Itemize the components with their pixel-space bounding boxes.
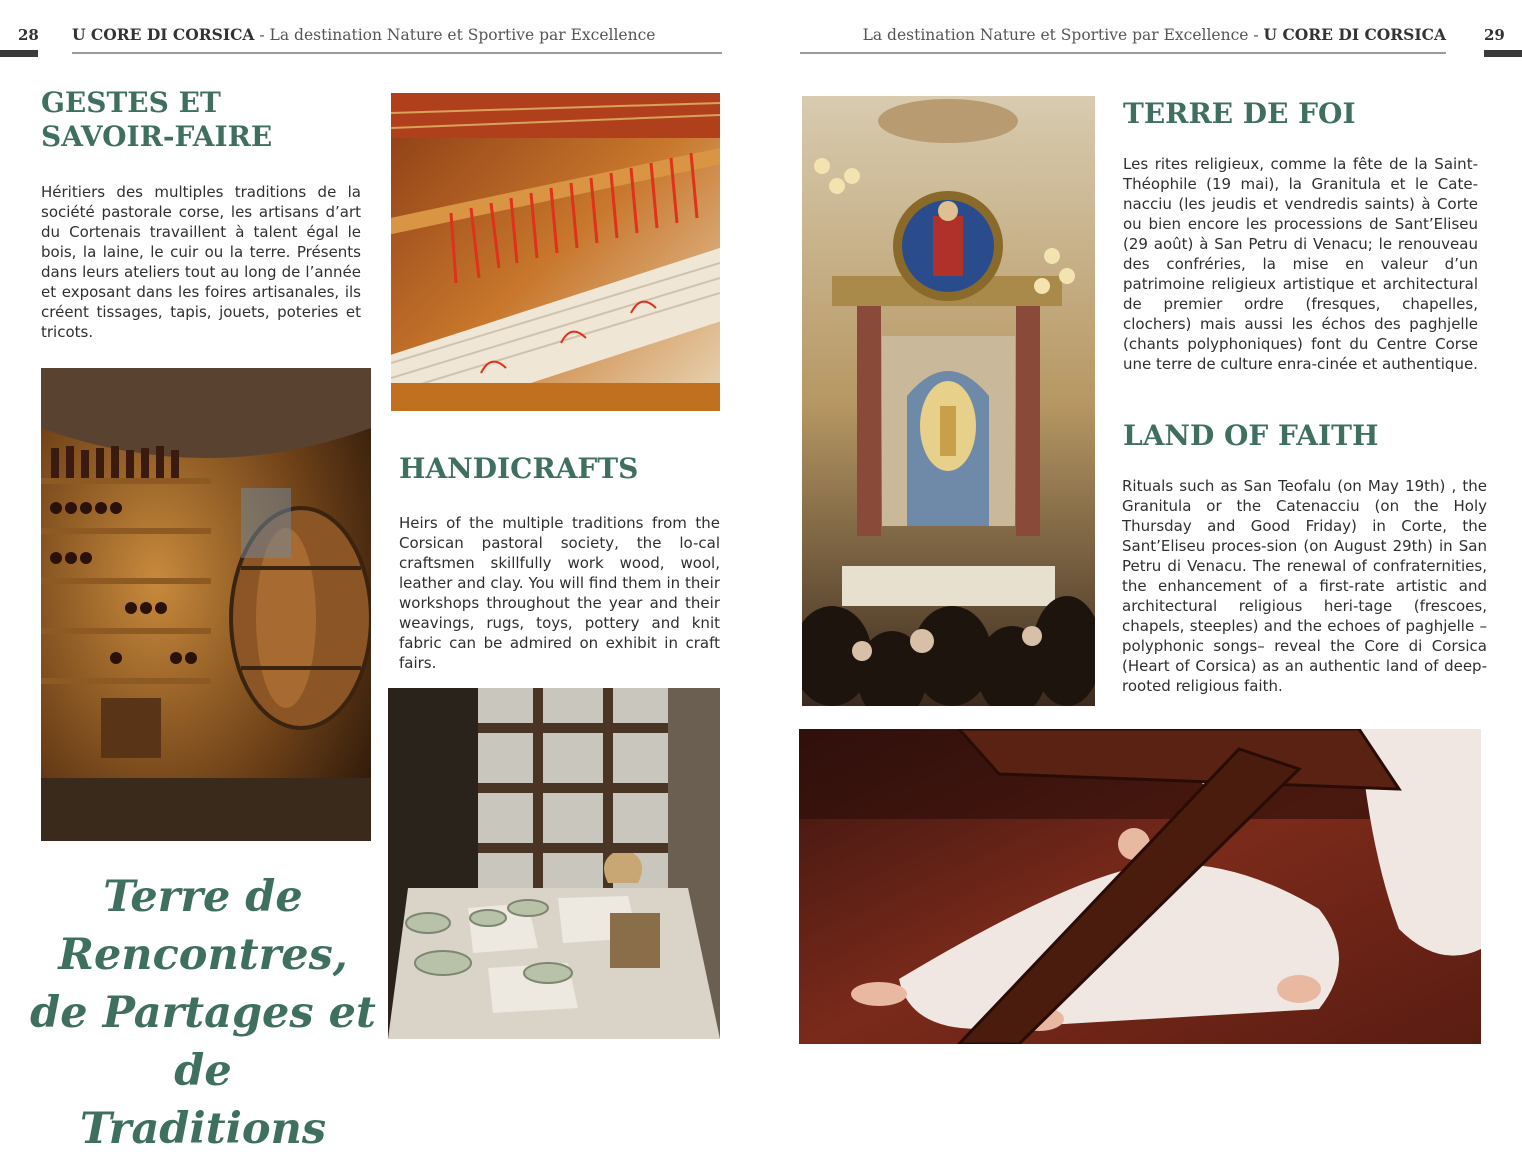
photo-weaving-loom bbox=[391, 93, 720, 411]
script-title-line-1: Terre de Rencontres, bbox=[58, 872, 348, 980]
page-number-right: 29 bbox=[1484, 26, 1505, 44]
paragraph-terre-de-foi: Les rites religieux, comme la fête de la Saint-Théophile (19 mai), la Granitula et le Cate-nacciu (les jeudis et vendredis saints) à Corte ou bien encore les processions de Sant’Eliseu (29 août) à San Petru di Venacu; le renouveau des confréries, la mise en valeur d’un patrimoine religieux artistique et architectural de premier ordre (fresques, chapelles, clochers) mais aussi les échos des paghjelle (chants polyphoniques) font du Centre Corse une terre de culture enra-cinée et authentique. bbox=[1123, 155, 1478, 373]
page-tab-left bbox=[0, 50, 38, 57]
running-header-right bbox=[863, 25, 1446, 44]
running-header-left bbox=[72, 25, 655, 44]
running-header-right-brand: U CORE DI CORSICA bbox=[1263, 25, 1446, 44]
heading-handicrafts: HANDICRAFTS bbox=[399, 452, 639, 485]
heading-gestes-et-savoir-faire: GESTES ET SAVOIR-FAIRE bbox=[41, 86, 273, 153]
header-rule-left bbox=[72, 52, 722, 54]
page-tab-right bbox=[1484, 50, 1522, 57]
paragraph-handicrafts: Heirs of the multiple traditions from the Corsican pastoral society, the lo-cal craftsmen skillfully work wood, wool, leather and clay. You will find them in their workshops throughout the year and their weavings, rugs, toys, pottery and knit fabric can be admired on exhibit in craft fairs. bbox=[399, 514, 720, 672]
heading-land-of-faith: LAND OF FAITH bbox=[1123, 419, 1379, 452]
page-number-left: 28 bbox=[18, 26, 39, 44]
photo-pottery-window bbox=[388, 688, 720, 1039]
script-title bbox=[28, 868, 378, 1158]
photo-penitent-cross bbox=[799, 729, 1481, 1044]
running-header-left-brand: U CORE DI CORSICA bbox=[72, 25, 255, 44]
script-title-line-3: Traditions bbox=[79, 1104, 327, 1154]
photo-church-altar bbox=[802, 96, 1095, 706]
running-header-left-tagline: - La destination Nature et Sportive par Excellence bbox=[254, 26, 656, 44]
header-rule-right bbox=[800, 52, 1446, 54]
photo-wine-cellar bbox=[41, 368, 371, 841]
script-title-line-2: de Partages et de bbox=[30, 988, 376, 1096]
paragraph-gestes: Héritiers des multiples traditions de la société pastorale corse, les artisans d’art du Cortenais travaillent à talent égal le bois, la laine, le cuir ou la terre. Présents dans leurs ateliers tout au long de l’année et exposant dans les foires artisanales, ils créent tissages, tapis, jouets, poteries et tricots. bbox=[41, 183, 361, 341]
heading-terre-de-foi: TERRE DE FOI bbox=[1123, 97, 1356, 130]
paragraph-land-of-faith: Rituals such as San Teofalu (on May 19th) , the Granitula or the Catenacciu (on the Holy Thursday and Good Friday) in Corte, the Sant’Eliseu proces-sion (on August 29th) in San Petru di Venacu. The renewal of confraternities, the enhancement of a first-rate artistic and architectural religious heri-tage (frescoes, chapels, steeples) and the echoes of paghjelle –polyphonic songs– reveal the Core di Corsica (Heart of Corsica) as an authentic land of deep-rooted religious faith. bbox=[1122, 477, 1487, 695]
running-header-right-tagline: La destination Nature et Sportive par Excellence - bbox=[862, 26, 1264, 44]
